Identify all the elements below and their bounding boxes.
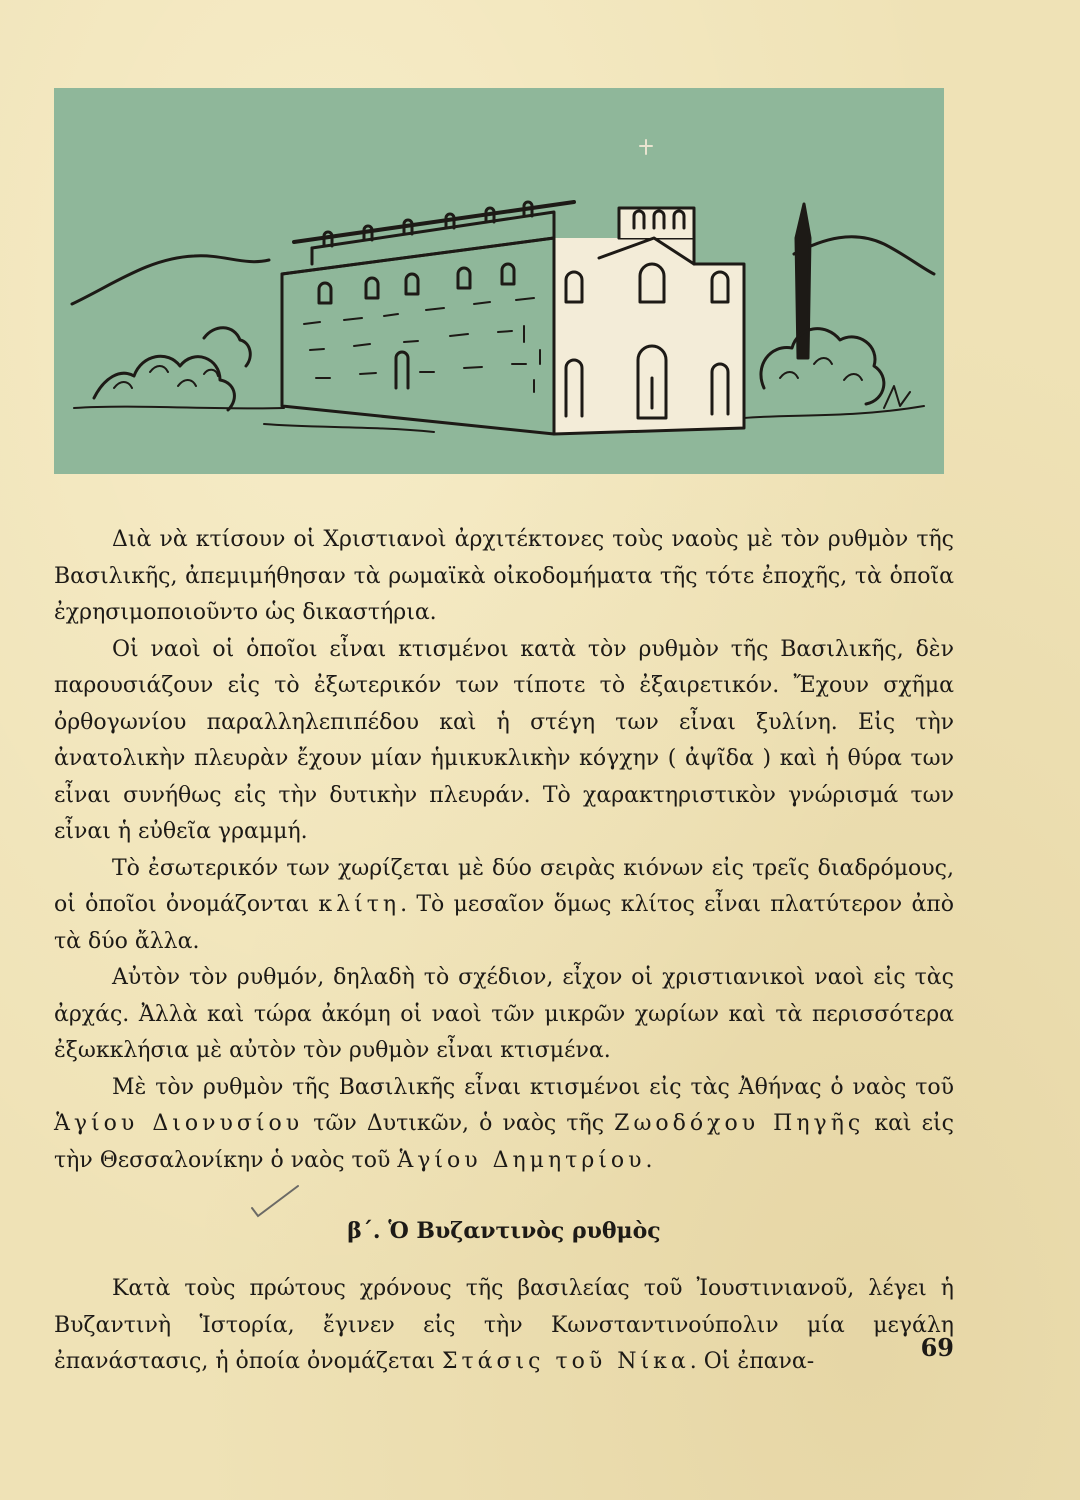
section-title: β΄. Ὁ Βυζαντινὸς ρυθμὸς (347, 1218, 661, 1244)
paragraph-4: Αὐτὸν τὸν ρυθμόν, δηλαδὴ τὸ σχέδιον, εἶχον οἱ χριστιανικοὶ ναοὶ εἰς τὰς ἀρχάς. Ἀλλὰ καὶ τώρα ἀκόμη οἱ ναοὶ τῶν μικρῶν χωρίων καὶ τὰ περισσότερα ἐξωκκλήσια μὲ αὐτὸν τὸν ρυθμὸν εἶναι κτισμένα. (54, 965, 954, 1063)
shrub-left (94, 356, 234, 410)
emphasis-zoodochos-pigi: Ζωοδόχου Πηγῆς (614, 1111, 865, 1136)
paragraph-1: Διὰ νὰ κτίσουν οἱ Χριστιανοὶ ἀρχιτέκτονες τοὺς ναοὺς μὲ τὸν ρυθμὸν τῆς Βασιλικῆς, ἀπεμιμήθησαν τὰ ρωμαϊκὰ οἰκοδομήματα τῆς τότε ἐποχῆς, τὰ ὁποῖα ἐχρησιμοποιοῦντο ὡς δικαστήρια. (54, 527, 954, 625)
shrub-right (761, 329, 884, 404)
paragraph-3: Τὸ ἐσωτερικόν των χωρίζεται μὲ δύο σειρὰς κιόνων εἰς τρεῖς διαδρόμους, οἱ ὁποῖοι ὀνομάζονται κλίτη. Τὸ μεσαῖον ὅμως κλίτος εἶναι πλατύτερον ἀπὸ τὰ δύο ἄλλα. (54, 855, 955, 954)
hill-right (794, 237, 934, 274)
hill-left (72, 256, 269, 304)
emphasis-klite: κλίτη (318, 892, 401, 917)
emphasis-agios-dionysios: Ἁγίου Διονυσίου (54, 1111, 304, 1136)
body-text (54, 522, 954, 1381)
basilica-illustration (54, 88, 944, 474)
emphasis-agios-dimitrios: Ἁγίου Δημητρίου (397, 1147, 646, 1173)
basilica-drawing (54, 88, 944, 474)
paragraph-5: Μὲ τὸν ρυθμὸν τῆς Βασιλικῆς εἶναι κτισμένοι εἰς τὰς Ἀθήνας ὁ ναὸς τοῦ Ἁγίου Διονυσίου τῶν Δυτικῶν, ὁ ναὸς τῆς Ζωοδόχου Πηγῆς καὶ εἰς τὴν Θεσσαλονίκην ὁ ναὸς τοῦ Ἁγίου Δημητρίου. (54, 1074, 955, 1173)
emphasis-stasis-nika: Στάσις τοῦ Νίκα (441, 1349, 690, 1374)
pencil-checkmark-icon (190, 1180, 300, 1220)
page-number: 69 (920, 1333, 954, 1362)
paragraph-2: Οἱ ναοὶ οἱ ὁποῖοι εἶναι κτισμένοι κατὰ τὸν ρυθμὸν τῆς Βασιλικῆς, δὲν παρουσιάζουν εἰς τὸ ἐξωτερικόν των τίποτε τὸ ἐξαιρετικόν. Ἔχουν σχῆμα ὀρθογωνίου παραλληλεπιπέδου καὶ ἡ στέγη των εἶναι ξυλίνη. Εἰς τὴν ἀνατολικὴν πλευρὰν ἔχουν μίαν ἡμικυκλικὴν κόγχην ( ἀψῖδα ) καὶ ἡ θύρα των εἶναι συνήθως εἰς τὴν δυτικὴν πλευράν. Τὸ χαρακτηριστικὸν γνώρισμά των εἶναι ἡ εὐθεῖα γραμμή. (54, 636, 954, 844)
paragraph-6: Κατὰ τοὺς πρώτους χρόνους τῆς βασιλείας τοῦ Ἰουστινιανοῦ, λέγει ἡ Βυζαντινὴ Ἱστορία, ἔγινεν εἰς τὴν Κωνσταντινούπολιν μία μεγάλη ἐπανάστασις, ἡ ὁποία ὀνομάζεται Στάσις τοῦ Νίκα. Οἱ ἐπανα- (54, 1276, 954, 1374)
